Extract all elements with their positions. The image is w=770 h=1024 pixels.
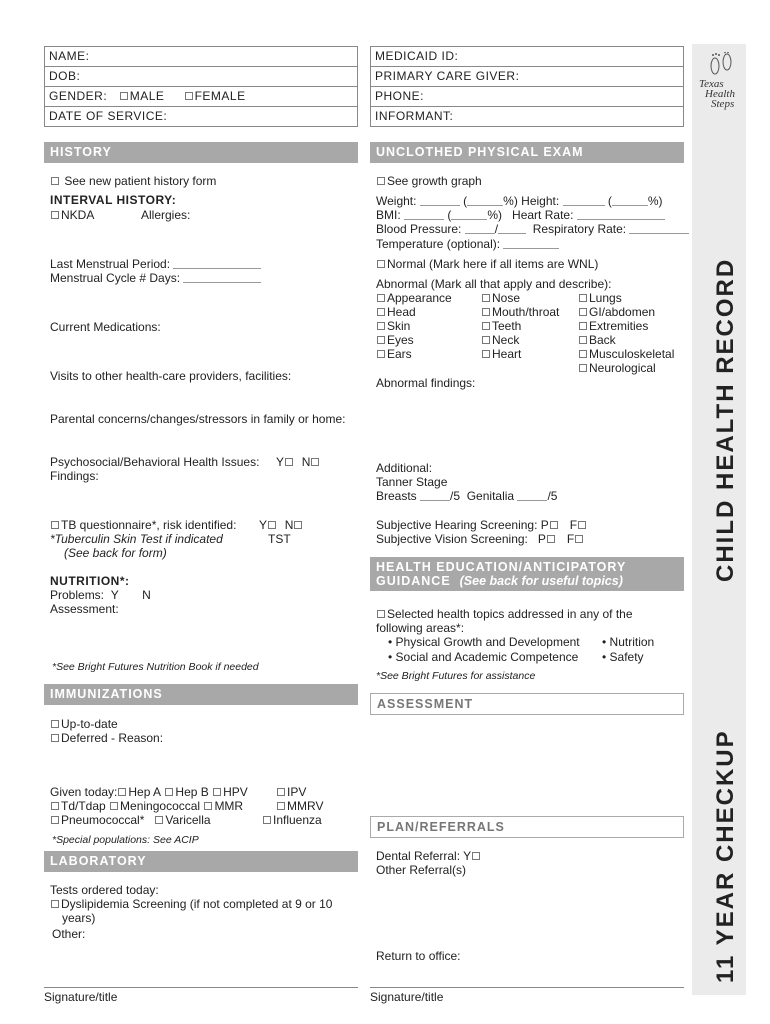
exam-col-1	[376, 291, 452, 361]
medications-label: Current Medications:	[50, 320, 161, 334]
interval-history-title: INTERVAL HISTORY:	[50, 193, 177, 207]
exam-col-3	[578, 291, 674, 375]
tests-ordered-label: Tests ordered today:	[50, 883, 159, 897]
normal-row: Normal (Mark here if all items are WNL)	[376, 257, 598, 271]
health-topics-checkbox[interactable]	[377, 610, 385, 618]
up-to-date-row: Up-to-date	[50, 717, 118, 731]
weight-field[interactable]	[420, 196, 460, 206]
mmr-checkbox[interactable]	[204, 802, 212, 810]
history-header: HISTORY	[44, 142, 358, 163]
temp-field[interactable]	[503, 239, 559, 249]
vision-fail-checkbox[interactable]	[575, 535, 583, 543]
nutrition-title: NUTRITION*:	[50, 574, 130, 588]
weight-height-row: Weight: ( %) Height: ( %)	[376, 194, 663, 208]
meningococcal-checkbox[interactable]	[110, 802, 118, 810]
resp-rate-field[interactable]	[629, 224, 689, 234]
parental-concerns-label: Parental concerns/changes/stressors in family or home:	[50, 412, 346, 426]
up-to-date-checkbox[interactable]	[51, 720, 59, 728]
dyslipidemia-row: Dyslipidemia Screening (if not completed at 9 or 10	[50, 897, 332, 911]
exam-item: GI/abdomen	[578, 305, 674, 319]
tanner-row: Breasts /5 Genitalia /5	[376, 489, 558, 503]
new-patient-checkbox[interactable]	[51, 177, 59, 185]
topic-social: • Social and Academic Competence	[388, 650, 579, 664]
heart-rate-field[interactable]	[577, 210, 665, 220]
cycle-row: Menstrual Cycle # Days:	[50, 271, 261, 285]
mmrv-row: MMRV	[276, 799, 323, 813]
health-education-header: HEALTH EDUCATION/ANTICIPATORY GUIDANCE (See back for useful topics)	[370, 557, 684, 591]
growth-graph-row: See growth graph	[376, 174, 482, 188]
nkda-checkbox[interactable]	[51, 211, 59, 219]
abnormal-label: Abnormal (Mark all that apply and describe):	[376, 277, 612, 291]
tst-label: TST	[268, 532, 291, 546]
return-office-label: Return to office:	[376, 949, 461, 963]
exam-item: Extremities	[578, 319, 674, 333]
visits-label: Visits to other health-care providers, facilities:	[50, 369, 292, 383]
ipv-checkbox[interactable]	[277, 788, 285, 796]
abnormal-findings-label: Abnormal findings:	[376, 376, 476, 390]
exam-item: Neurological	[578, 361, 674, 375]
deferred-row: Deferred - Reason:	[50, 731, 163, 745]
height-percentile-field[interactable]	[612, 196, 648, 206]
tb-yes-checkbox[interactable]	[268, 521, 276, 529]
bp-diastolic-field[interactable]	[498, 224, 526, 234]
temp-row: Temperature (optional):	[376, 237, 559, 251]
hpv-checkbox[interactable]	[213, 788, 221, 796]
exam-item: Skin	[376, 319, 452, 333]
tb-yn: Y N	[259, 518, 304, 532]
vision-pass-checkbox[interactable]	[547, 535, 555, 543]
varicella-checkbox[interactable]	[155, 816, 163, 824]
breasts-field[interactable]	[420, 491, 450, 501]
psychosocial-label: Psychosocial/Behavioral Health Issues:	[50, 455, 260, 469]
pneumococcal-row: Pneumococcal* Varicella	[50, 813, 211, 827]
topic-safety: • Safety	[602, 650, 644, 664]
exam-item: Eyes	[376, 333, 452, 347]
name-field[interactable]: NAME:	[44, 47, 358, 67]
influenza-checkbox[interactable]	[263, 816, 271, 824]
footprints-icon	[701, 52, 741, 76]
height-field[interactable]	[563, 196, 605, 206]
exam-col-2	[481, 291, 559, 361]
tb-row: TB questionnaire*, risk identified:	[50, 518, 236, 532]
bmi-percentile-field[interactable]	[451, 210, 487, 220]
genitalia-field[interactable]	[517, 491, 547, 501]
cycle-field[interactable]	[183, 273, 261, 283]
dyslipidemia-years: years)	[62, 911, 96, 925]
male-checkbox[interactable]	[120, 92, 128, 100]
tb-test-note: *Tuberculin Skin Test if indicated	[50, 532, 223, 546]
nutrition-assessment-label: Assessment:	[50, 602, 119, 616]
given-today-row: Given today: Hep A Hep B HPV	[50, 785, 248, 799]
ipv-row: IPV	[276, 785, 306, 799]
nkda-row: NKDA	[50, 208, 94, 222]
vision-row: Subjective Vision Screening: P F	[376, 532, 585, 546]
exam-item: Ears	[376, 347, 452, 361]
hep-b-checkbox[interactable]	[165, 788, 173, 796]
lmp-field[interactable]	[173, 259, 261, 269]
mmrv-checkbox[interactable]	[277, 802, 285, 810]
exam-item: Teeth	[481, 319, 559, 333]
immunizations-note: *Special populations: See ACIP	[52, 834, 199, 846]
new-patient-row: See new patient history form	[50, 174, 216, 188]
hearing-row: Subjective Hearing Screening: P F	[376, 518, 588, 532]
exam-item: Heart	[481, 347, 559, 361]
exam-item: Neck	[481, 333, 559, 347]
date-of-service-field[interactable]: DATE OF SERVICE:	[44, 107, 358, 127]
deferred-checkbox[interactable]	[51, 734, 59, 742]
physical-exam-header: UNCLOTHED PHYSICAL EXAM	[370, 142, 684, 163]
health-areas-label: following areas*:	[376, 621, 465, 635]
hearing-pass-checkbox[interactable]	[550, 521, 558, 529]
tb-checkbox[interactable]	[51, 521, 59, 529]
bmi-row: BMI: ( %) Heart Rate:	[376, 208, 665, 222]
care-info-table	[370, 46, 684, 127]
dob-field[interactable]: DOB:	[44, 67, 358, 87]
child-health-record-title: CHILD HEALTH RECORD	[712, 257, 739, 582]
psychosocial-no-checkbox[interactable]	[311, 458, 319, 466]
immunizations-header: IMMUNIZATIONS	[44, 684, 358, 705]
tb-back-note: (See back for form)	[64, 546, 167, 560]
psychosocial-yes-checkbox[interactable]	[285, 458, 293, 466]
phone-field[interactable]: PHONE:	[370, 87, 684, 107]
exam-item: Musculoskeletal	[578, 347, 674, 361]
findings-label: Findings:	[50, 469, 99, 483]
signature-right[interactable]: Signature/title	[370, 987, 684, 1004]
texas-health-steps-logo: Texas Health Steps	[697, 52, 745, 122]
exam-item: Lungs	[578, 291, 674, 305]
normal-checkbox[interactable]	[377, 260, 385, 268]
informant-field[interactable]: INFORMANT:	[370, 107, 684, 127]
exam-item: Head	[376, 305, 452, 319]
plan-referrals-header: PLAN/REFERRALS	[370, 816, 684, 838]
growth-graph-checkbox[interactable]	[377, 177, 385, 185]
hearing-fail-checkbox[interactable]	[578, 521, 586, 529]
health-ed-note: *See Bright Futures for assistance	[376, 670, 536, 682]
allergies-label: Allergies:	[141, 208, 191, 222]
tb-no-checkbox[interactable]	[294, 521, 302, 529]
bp-systolic-field[interactable]	[465, 224, 495, 234]
laboratory-header: LABORATORY	[44, 851, 358, 872]
exam-item: Back	[578, 333, 674, 347]
dyslipidemia-checkbox[interactable]	[51, 900, 59, 908]
tanner-label: Tanner Stage	[376, 475, 448, 489]
td-checkbox[interactable]	[51, 802, 59, 810]
td-row: Td/Tdap Meningococcal MMR	[50, 799, 243, 813]
female-checkbox[interactable]	[185, 92, 193, 100]
psychosocial-yn: Y N	[276, 455, 321, 469]
dental-referral-row: Dental Referral: Y	[376, 849, 482, 863]
pneumococcal-checkbox[interactable]	[51, 816, 59, 824]
lmp-row: Last Menstrual Period:	[50, 257, 261, 271]
primary-care-giver-field[interactable]: PRIMARY CARE GIVER:	[370, 67, 684, 87]
additional-label: Additional:	[376, 461, 433, 475]
health-topics-row: Selected health topics addressed in any of the	[376, 607, 633, 621]
lab-other-label: Other:	[52, 927, 86, 941]
gender-field: GENDER: MALE FEMALE	[44, 87, 358, 107]
influenza-row: Influenza	[262, 813, 322, 827]
weight-percentile-field[interactable]	[467, 196, 503, 206]
nutrition-problems: Problems: Y N	[50, 588, 151, 602]
topic-physical: • Physical Growth and Development	[388, 635, 580, 649]
topic-nutrition: • Nutrition	[602, 635, 655, 649]
signature-left[interactable]: Signature/title	[44, 987, 358, 1004]
nutrition-note: *See Bright Futures Nutrition Book if needed	[52, 661, 259, 673]
exam-item: Appearance	[376, 291, 452, 305]
patient-info-table	[44, 46, 358, 127]
dental-referral-checkbox[interactable]	[472, 852, 480, 860]
bp-row: Blood Pressure: / Respiratory Rate:	[376, 222, 689, 236]
bmi-field[interactable]	[404, 210, 444, 220]
assessment-header: ASSESSMENT	[370, 693, 684, 715]
hep-a-checkbox[interactable]	[118, 788, 126, 796]
medicaid-id-field[interactable]: MEDICAID ID:	[370, 47, 684, 67]
exam-item: Mouth/throat	[481, 305, 559, 319]
other-referral-label: Other Referral(s)	[376, 863, 467, 877]
exam-item: Nose	[481, 291, 559, 305]
eleven-year-checkup-title: 11 YEAR CHECKUP	[712, 729, 739, 983]
